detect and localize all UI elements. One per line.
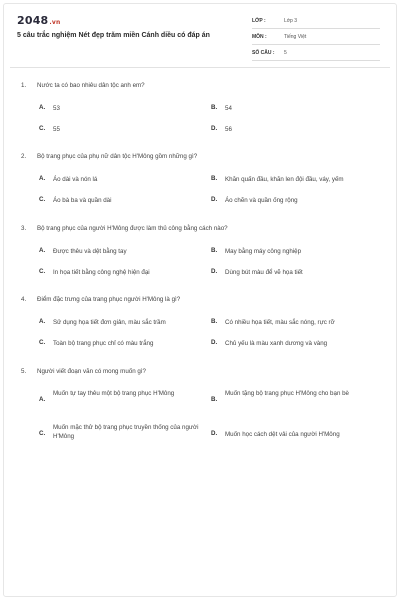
option-text: 54 [225, 105, 232, 112]
meta-value: 5 [284, 50, 287, 56]
logo-suffix: .vn [49, 19, 61, 26]
option-letter: A. [39, 247, 46, 254]
option-text: Chủ yếu là màu xanh dương và vàng [225, 340, 328, 347]
option-letter: D. [211, 196, 218, 203]
option-letter: C. [39, 196, 46, 203]
meta-key: LỚP : [252, 18, 266, 24]
option-text: Muốn tặng bộ trang phục H'Mông cho bạn bè [225, 390, 349, 397]
option-letter: D. [211, 430, 218, 437]
option-letter: B. [211, 318, 218, 325]
question-number: 3. [21, 225, 27, 232]
option-text: 55 [53, 126, 60, 133]
option-letter: D. [211, 339, 218, 346]
option-text: Muốn tự tay thêu một bộ trang phục H'Mông [53, 390, 175, 397]
option-letter: C. [39, 268, 46, 275]
option-letter: C. [39, 430, 46, 437]
header-divider [10, 67, 390, 68]
option-text: Muốn mặc thử bộ trang phục truyền thống của người H'Mông [53, 424, 199, 440]
meta-row-grade [252, 14, 380, 29]
option-text: Toàn bộ trang phục chỉ có màu trắng [53, 340, 154, 347]
option-text: May bằng máy công nghiệp [225, 248, 302, 255]
question-text: Người viết đoạn văn có mong muốn gì? [37, 368, 146, 375]
option-text: 56 [225, 126, 232, 133]
meta-row-subject [252, 30, 380, 45]
meta-row-count [252, 46, 380, 61]
option-text: Khăn quấn đầu, khăn len đội đầu, váy, yếm [225, 176, 344, 183]
option-letter: A. [39, 175, 46, 182]
option-letter: A. [39, 318, 46, 325]
question-stem [21, 82, 381, 89]
site-logo[interactable] [17, 14, 60, 27]
option-text: Được thêu và dệt bằng tay [53, 248, 127, 255]
question-stem [21, 153, 381, 160]
option-text: Áo bà ba và quần dài [53, 197, 112, 204]
option-letter: C. [39, 125, 46, 132]
question-number: 1. [21, 82, 27, 89]
question-number: 4. [21, 296, 27, 303]
option-letter: B. [211, 247, 218, 254]
question-stem [21, 225, 381, 232]
option-letter: D. [211, 268, 218, 275]
option-text: Muốn học cách dệt vải của người H'Mông [225, 431, 340, 438]
logo-main: 2048 [17, 14, 49, 27]
option-letter: B. [211, 104, 218, 111]
option-text: Áo dài và nón lá [53, 176, 98, 183]
question-stem [21, 296, 381, 303]
question-number: 5. [21, 368, 27, 375]
meta-key: MÔN : [252, 34, 267, 40]
option-text: In họa tiết bằng công nghệ hiện đại [53, 269, 150, 276]
option-text: Áo chẽn và quần ống rộng [225, 197, 298, 204]
option-letter: B. [211, 175, 218, 182]
question-text: Điểm đặc trưng của trang phục người H'Mông là gì? [37, 296, 181, 303]
question-text: Bộ trang phục của phụ nữ dân tộc H'Mông gồm những gì? [37, 153, 198, 160]
option-text: 53 [53, 105, 60, 112]
document-title: 5 câu trắc nghiệm Nét đẹp trăm miền Cánh diều có đáp án [17, 32, 210, 39]
option-letter: A. [39, 396, 46, 403]
question-number: 2. [21, 153, 27, 160]
option-letter: A. [39, 104, 46, 111]
option-letter: D. [211, 125, 218, 132]
option-text: Dùng bút màu để vẽ họa tiết [225, 269, 303, 276]
option-letter: B. [211, 396, 218, 403]
meta-value: Tiếng Việt [284, 34, 307, 40]
question-text: Nước ta có bao nhiêu dân tộc anh em? [37, 82, 145, 89]
option-letter: C. [39, 339, 46, 346]
option-text: Có nhiều họa tiết, màu sắc nóng, rực rỡ [225, 319, 335, 326]
question-text: Bộ trang phục của người H'Mông được làm thủ công bằng cách nào? [37, 225, 228, 232]
meta-value: Lớp 3 [284, 18, 298, 24]
meta-key: SỐ CÂU : [252, 50, 275, 56]
question-stem [21, 368, 381, 375]
option-text: Sử dụng họa tiết đơn giản, màu sắc trầm [53, 319, 166, 326]
